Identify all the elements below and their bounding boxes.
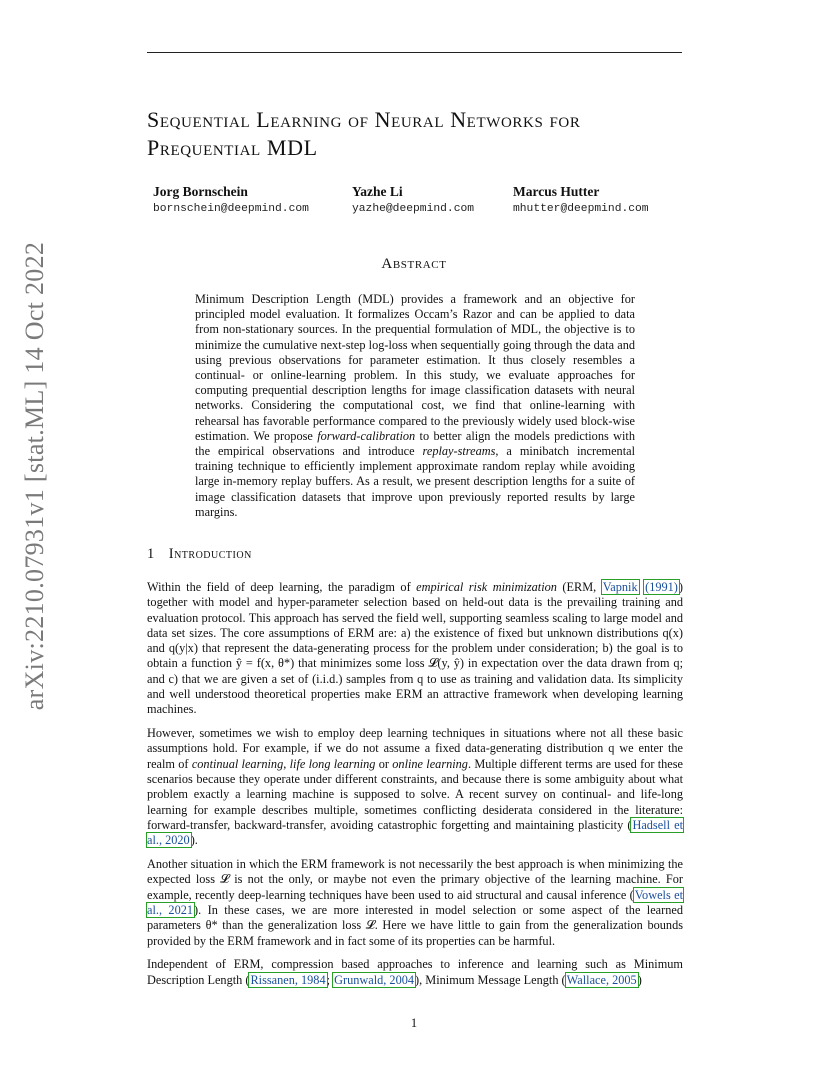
text-segment: or [375, 756, 393, 771]
author-name: Marcus Hutter [513, 184, 600, 199]
abstract-emphasis: replay-streams [422, 444, 496, 459]
abstract-segment: Minimum Description Length (MDL) provides a framework and an objective for principled model evaluation. It formalizes Occam’s Razor and can be applied to data from non-stationary sources. In the prequential formulation of MDL, the objective is to minimize the cumulative next-step log-loss when sequentially going through the data and using previous observations for parameter estimation. It thus closely resembles a continual- or online-learning problem. In this study, we evaluate approaches for computing prequential description lengths for image classification datasets with neural networks. Considering the computational cost, we find that online-learning with rehearsal has favorable performance compared to the previously widely used block-wise estimation. We propose [195, 292, 635, 443]
text-segment: ; [326, 972, 334, 987]
citation-link[interactable]: Vowels et al., 2021 [147, 887, 683, 917]
author-name: Jorg Bornschein [153, 184, 248, 199]
author-2 [352, 184, 474, 215]
citation-link[interactable]: Grunwald, 2004 [334, 972, 415, 987]
author-email: mhutter@deepmind.com [513, 203, 649, 215]
abstract-text [195, 292, 635, 520]
text-emphasis: online learning [392, 756, 468, 771]
text-segment: Independent of ERM, compression based approaches to inference and learning such as Minimum Description Length ( [147, 957, 683, 987]
text-emphasis: empirical risk minimization [416, 580, 557, 594]
section-title: Introduction [168, 546, 252, 562]
arxiv-identifier: arXiv:2210.07931v1 [stat.ML] 14 Oct 2022 [20, 241, 49, 711]
text-segment: (ERM, [556, 580, 602, 594]
paragraph-2 [147, 726, 683, 848]
paragraph-4 [147, 957, 683, 988]
abstract-emphasis: forward-calibration [317, 428, 416, 443]
abstract-heading: Abstract [381, 256, 447, 272]
section-number: 1 [147, 546, 155, 562]
citation-link[interactable]: (1991) [645, 580, 678, 594]
text-emphasis: continual learning [191, 756, 284, 771]
text-segment: ), Minimum Message Length ( [415, 972, 566, 987]
body-text [147, 580, 683, 996]
page-number: 1 [410, 1016, 418, 1030]
text-segment: , [283, 756, 290, 771]
text-segment: Another situation in which the ERM framework is not necessarily the best approach is when minimizing the expected loss 𝓛 is not the only, or maybe not even the primary objective of the learning machine. For example, recently deep-learning techniques have been used to aid structural and causal inference ( [147, 857, 683, 902]
paragraph-1 [147, 580, 683, 718]
text-segment: ). In these cases, we are more interested in model selection or some aspect of the learned parameters θ* than the generalization loss 𝓛. Here we have little to gain from the generalization bounds provided by the ERM framework and in fact some of its properties can be harmful. [147, 902, 683, 948]
text-segment: . Multiple different terms are used for these scenarios because they operate under different constraints, and because there is some ambiguity about what problem exactly a learning machine is supposed to solve. A recent survey on continual- and life-long learning for example describes multiple, sometimes conflicting desiderata considered in the literature: forward-transfer, backward-transfer, avoiding catastrophic forgetting and maintaining plasticity ( [147, 756, 683, 832]
top-rule [147, 52, 682, 53]
author-email: bornschein@deepmind.com [153, 203, 309, 215]
text-emphasis: life long learning [289, 756, 376, 771]
text-segment: ) together with model and hyper-parameter selection based on held-out data is the prevailing training and evaluation protocol. This approach has served the field well, supporting seamless scaling to large model and data set sizes. The core assumptions of ERM are: a) the existence of fixed but unknown distributions q(x) and q(y|x) that represent the data-generating process for the problem under consideration; b) the goal is to obtain a function ŷ = f(x, θ*) that minimizes some loss 𝓛(y, ŷ) in expectation over the data drawn from q; and c) that we are given a set of (i.i.d.) samples from q to use as training and validation data. Its simplicity and well understood theoretical properties make ERM an attractive framework when developing learning machines. [147, 580, 683, 717]
paragraph-3 [147, 857, 683, 949]
paper-title: Sequential Learning of Neural Networks for Prequential MDL [147, 107, 581, 160]
text-segment: Within the field of deep learning, the paradigm of [147, 580, 417, 594]
citation-link[interactable]: Hadsell et al., 2020 [147, 817, 683, 848]
author-1 [153, 184, 309, 215]
text-segment: ). [190, 833, 198, 848]
text-segment: However, sometimes we wish to employ deep learning techniques in situations where not all these basic assumptions hold. For example, if we do not assume a fixed data-generating distribution q we enter the realm of [147, 726, 683, 771]
text-segment: ) [637, 972, 642, 987]
citation-link[interactable]: Wallace, 2005 [566, 972, 637, 987]
abstract-segment: to better align the models predictions with the empirical observations and introduce [195, 428, 635, 459]
section-heading [147, 546, 252, 563]
arxiv-sidebar [15, 241, 55, 711]
citation-link[interactable]: Vapnik [602, 580, 638, 594]
author-3 [513, 184, 649, 215]
abstract-segment: , a minibatch incremental training technique to efficiently implement approximate random replay while avoiding large in-memory replay buffers. As a result, we present description lengths for a suite of image classification datasets that improve upon previously reported results by large margins. [195, 444, 635, 519]
author-email: yazhe@deepmind.com [352, 203, 475, 215]
citation-link[interactable]: Rissanen, 1984 [250, 972, 326, 987]
author-name: Yazhe Li [352, 184, 403, 199]
